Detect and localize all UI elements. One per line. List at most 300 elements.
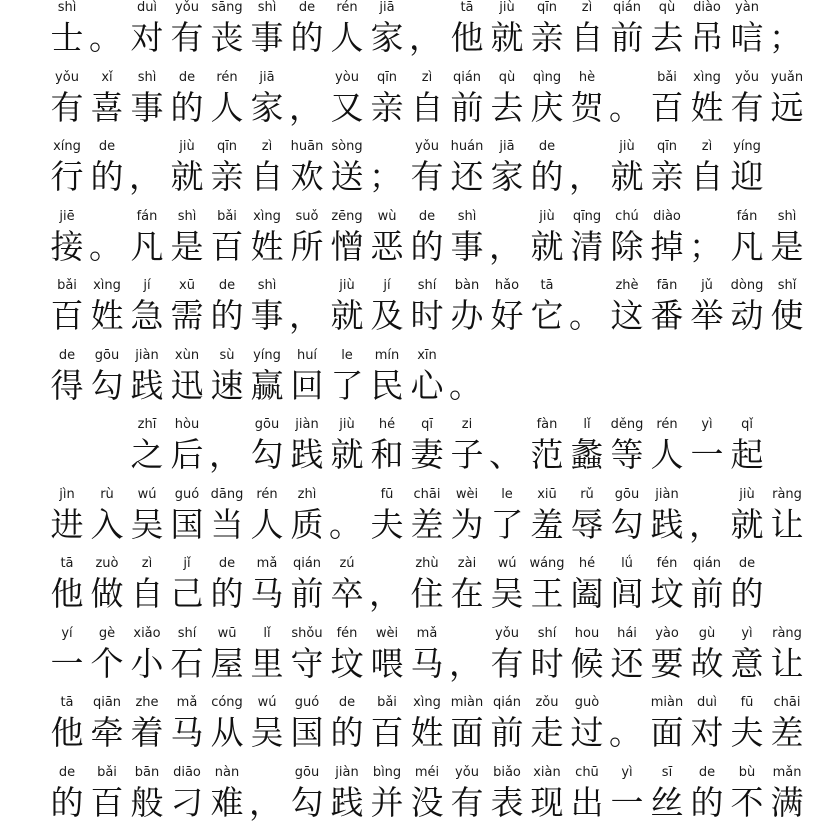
pinyin: lǐ — [583, 417, 591, 432]
pinyin: jiàn — [135, 347, 159, 363]
pinyin: qī — [421, 417, 433, 432]
pinyin: shì — [777, 208, 797, 224]
pinyin: yí — [61, 625, 73, 641]
hanzi: 好 — [490, 296, 524, 335]
pinyin: de — [98, 139, 116, 154]
pinyin: fán — [136, 208, 158, 224]
pinyin: de — [418, 208, 436, 224]
hanzi: 牵 — [90, 713, 124, 752]
pinyin: jiù — [499, 0, 515, 15]
pinyin: qīn — [536, 0, 558, 15]
hanzi: 刁 — [170, 782, 204, 822]
hanzi: 有 — [410, 157, 444, 196]
hanzi: 办 — [450, 296, 484, 335]
hanzi: 百 — [650, 87, 684, 127]
character-cell — [767, 457, 807, 544]
pinyin: de — [178, 69, 196, 85]
hanzi: ， — [449, 643, 482, 683]
hanzi: 有 — [50, 87, 84, 127]
character-cell — [447, 318, 487, 405]
pinyin: wú — [497, 556, 517, 571]
character-cell — [727, 526, 767, 613]
character-cell — [287, 457, 327, 544]
pinyin: zì — [261, 139, 273, 154]
pinyin: yíng — [253, 347, 281, 363]
character-cell — [527, 248, 567, 335]
hanzi: 现 — [530, 782, 564, 822]
hanzi: 坟 — [650, 574, 684, 613]
hanzi: 时 — [410, 296, 444, 335]
hanzi: 自 — [410, 87, 444, 127]
character-cell — [87, 109, 127, 196]
pinyin: nàn — [214, 764, 240, 780]
hanzi: 坟 — [330, 643, 364, 683]
pinyin: jiàn — [295, 417, 319, 432]
hanzi: 迎 — [730, 157, 764, 196]
hanzi: 回 — [290, 365, 324, 405]
hanzi: 姓 — [410, 713, 444, 752]
pinyin: hou — [574, 625, 600, 641]
character-cell — [367, 0, 407, 57]
hanzi: 它 — [530, 296, 564, 335]
text-line — [0, 248, 804, 335]
hanzi: 前 — [450, 87, 484, 127]
hanzi: 事 — [250, 18, 284, 57]
pinyin: qián — [492, 695, 522, 710]
hanzi: 里 — [250, 643, 284, 683]
pinyin: xū — [179, 278, 195, 293]
pinyin: le — [341, 347, 353, 363]
pinyin: rù — [100, 486, 114, 502]
pinyin: xùn — [174, 347, 200, 363]
pinyin: wù — [377, 208, 397, 224]
hanzi: 有 — [730, 87, 764, 127]
pinyin: mǎ — [176, 695, 198, 710]
pinyin: zǒu — [535, 695, 559, 710]
hanzi: 在 — [450, 574, 484, 613]
hanzi: 之 — [130, 435, 164, 474]
character-cell — [407, 318, 447, 405]
hanzi: 自 — [690, 157, 724, 196]
hanzi: 国 — [170, 504, 204, 544]
pinyin: huān — [290, 139, 324, 154]
pinyin: hǎo — [494, 278, 520, 293]
pinyin: de — [218, 556, 236, 571]
pinyin: shì — [137, 69, 157, 85]
pinyin: zài — [457, 556, 477, 571]
hanzi: 己 — [170, 574, 204, 613]
pinyin: jiù — [619, 139, 635, 154]
hanzi: ， — [129, 157, 162, 196]
hanzi: 夫 — [730, 713, 764, 752]
hanzi: 有 — [170, 18, 204, 57]
hanzi: 。 — [609, 713, 642, 752]
hanzi: 去 — [490, 87, 524, 127]
hanzi: ， — [409, 18, 442, 57]
hanzi: 勾 — [90, 365, 124, 405]
hanzi: 故 — [690, 643, 724, 683]
hanzi: ， — [289, 87, 322, 127]
pinyin: bān — [134, 764, 160, 780]
pinyin: de — [298, 0, 316, 15]
hanzi: 就 — [330, 435, 364, 474]
text-line — [0, 735, 804, 822]
pinyin: qù — [658, 0, 676, 15]
pinyin: sù — [219, 347, 235, 363]
pinyin: jìn — [59, 486, 75, 502]
hanzi: ， — [489, 226, 522, 266]
pinyin: shǐ — [777, 278, 797, 293]
pinyin: de — [58, 764, 76, 780]
pinyin: de — [538, 139, 556, 154]
pinyin: xìng — [413, 695, 441, 710]
character-cell — [767, 248, 807, 335]
hanzi: 前 — [290, 574, 324, 613]
hanzi: 屋 — [210, 643, 244, 683]
pinyin: mǎ — [256, 556, 278, 571]
hanzi: 践 — [650, 504, 684, 544]
pinyin: mín — [374, 347, 400, 363]
hanzi: 百 — [90, 782, 124, 822]
hanzi: 践 — [130, 365, 164, 405]
hanzi: 家 — [250, 87, 284, 127]
hanzi: 的 — [690, 782, 724, 822]
hanzi: 他 — [50, 574, 84, 613]
character-cell — [767, 179, 807, 266]
pinyin: fū — [740, 695, 754, 710]
character-cell — [247, 248, 287, 335]
hanzi: 般 — [130, 782, 164, 822]
hanzi: 他 — [450, 18, 484, 57]
text-line — [0, 179, 804, 266]
hanzi: 入 — [90, 504, 124, 544]
hanzi: 对 — [130, 18, 164, 57]
hanzi: 、 — [489, 435, 522, 474]
pinyin: bù — [738, 764, 756, 780]
hanzi: 勾 — [610, 504, 644, 544]
pinyin: yǒu — [175, 0, 199, 15]
hanzi: 的 — [290, 18, 324, 57]
hanzi: 过 — [570, 713, 604, 752]
hanzi: 面 — [650, 713, 684, 752]
hanzi: ， — [289, 296, 322, 335]
hanzi: ； — [769, 18, 802, 57]
pinyin: jiā — [259, 69, 275, 85]
pinyin: huí — [296, 347, 318, 363]
character-cell — [767, 0, 807, 57]
hanzi: 个 — [90, 643, 124, 683]
pinyin: rén — [216, 69, 238, 85]
pinyin: xìng — [253, 208, 281, 224]
hanzi: 。 — [329, 504, 362, 544]
pinyin: de — [338, 695, 356, 710]
pinyin: jǔ — [701, 278, 713, 293]
hanzi: 的 — [50, 782, 84, 822]
pinyin: shí — [177, 625, 197, 641]
hanzi: ， — [689, 504, 722, 544]
pinyin: chú — [615, 208, 639, 224]
pinyin: zi — [461, 417, 473, 432]
hanzi: 有 — [490, 643, 524, 683]
pinyin: jí — [143, 278, 151, 293]
text-line — [0, 526, 800, 613]
pinyin: zì — [421, 69, 433, 85]
hanzi: 闾 — [610, 574, 644, 613]
hanzi: 百 — [210, 226, 244, 266]
hanzi: 起 — [730, 435, 764, 474]
hanzi: 就 — [530, 226, 564, 266]
pinyin: miàn — [650, 695, 684, 710]
pinyin: lǘ — [621, 556, 633, 571]
pinyin: jiā — [499, 139, 515, 154]
pinyin: shì — [57, 0, 77, 15]
pinyin: tā — [60, 695, 74, 710]
pinyin: chāi — [413, 486, 441, 502]
hanzi: 还 — [610, 643, 644, 683]
pinyin: qián — [292, 556, 322, 571]
pinyin: tā — [540, 278, 554, 293]
hanzi: 没 — [410, 782, 444, 822]
pinyin: jiù — [339, 417, 355, 432]
pinyin: yì — [741, 625, 753, 641]
pinyin: yǒu — [415, 139, 439, 154]
hanzi: 夫 — [370, 504, 404, 544]
hanzi: 着 — [130, 713, 164, 752]
hanzi: 喂 — [370, 643, 404, 683]
hanzi: 凡 — [730, 226, 764, 266]
pinyin: cóng — [211, 695, 243, 710]
hanzi: 前 — [490, 713, 524, 752]
pinyin: bǎi — [377, 695, 397, 710]
pinyin: qiān — [92, 695, 122, 710]
hanzi: 自 — [250, 157, 284, 196]
pinyin: jí — [383, 278, 391, 293]
pinyin: bǎi — [57, 278, 77, 293]
hanzi: 的 — [210, 296, 244, 335]
hanzi: 马 — [250, 574, 284, 613]
hanzi: 人 — [250, 504, 284, 544]
character-cell — [47, 0, 87, 57]
hanzi: 质 — [290, 504, 324, 544]
pinyin: zhì — [297, 486, 317, 502]
character-cell — [407, 596, 447, 683]
hanzi: 满 — [770, 782, 804, 822]
hanzi: 让 — [770, 643, 804, 683]
hanzi: 去 — [650, 18, 684, 57]
pinyin: fàn — [536, 417, 558, 432]
hanzi: 让 — [770, 504, 804, 544]
pinyin: bǎi — [217, 208, 237, 224]
hanzi: 又 — [330, 87, 364, 127]
character-cell — [247, 40, 287, 127]
pinyin: qián — [452, 69, 482, 85]
hanzi: 清 — [570, 226, 604, 266]
character-cell — [727, 387, 767, 474]
hanzi: 需 — [170, 296, 204, 335]
hanzi: 差 — [770, 713, 804, 752]
pinyin: hái — [617, 625, 637, 641]
hanzi: 后 — [170, 435, 204, 474]
pinyin: shǒu — [291, 625, 323, 641]
text-line — [0, 665, 804, 752]
hanzi: 做 — [90, 574, 124, 613]
hanzi: 自 — [130, 574, 164, 613]
hanzi: 对 — [690, 713, 724, 752]
pinyin: fū — [380, 486, 394, 502]
hanzi: 。 — [449, 365, 482, 405]
hanzi: 亲 — [210, 157, 244, 196]
hanzi: 守 — [290, 643, 324, 683]
hanzi: 石 — [170, 643, 204, 683]
pinyin: rǔ — [580, 486, 594, 502]
hanzi: 蠡 — [570, 435, 604, 474]
hanzi: ， — [569, 157, 602, 196]
character-cell — [767, 40, 807, 127]
pinyin: yǒu — [735, 69, 759, 85]
hanzi: 就 — [330, 296, 364, 335]
hanzi: 前 — [690, 574, 724, 613]
hanzi: 王 — [530, 574, 564, 613]
hanzi: 唁 — [730, 18, 764, 57]
hanzi: 掉 — [650, 226, 684, 266]
pinyin: suǒ — [295, 208, 319, 224]
character-cell — [327, 526, 367, 613]
text-line — [0, 40, 804, 127]
pinyin: fán — [736, 208, 758, 224]
hanzi: 表 — [490, 782, 524, 822]
character-cell — [567, 40, 607, 127]
hanzi: 差 — [410, 504, 444, 544]
hanzi: 住 — [410, 574, 444, 613]
pinyin: shì — [257, 0, 277, 15]
pinyin: jiàn — [655, 486, 679, 502]
pinyin: qīn — [216, 139, 238, 154]
pinyin: yào — [655, 625, 679, 641]
pinyin: rén — [656, 417, 678, 432]
pinyin: de — [218, 278, 236, 293]
hanzi: 从 — [210, 713, 244, 752]
pinyin: rén — [336, 0, 358, 15]
pinyin: jiù — [339, 278, 355, 293]
hanzi: 憎 — [330, 226, 364, 266]
hanzi: 欢 — [290, 157, 324, 196]
hanzi: 行 — [50, 157, 84, 196]
pinyin: sāng — [211, 0, 243, 15]
text-line — [0, 387, 800, 474]
pinyin: xiū — [537, 486, 557, 502]
hanzi: 姓 — [690, 87, 724, 127]
pinyin: qīn — [656, 139, 678, 154]
hanzi: 恶 — [370, 226, 404, 266]
hanzi: 家 — [370, 18, 404, 57]
hanzi: 亲 — [370, 87, 404, 127]
hanzi: 庆 — [530, 87, 564, 127]
character-cell — [767, 596, 807, 683]
hanzi: 举 — [690, 296, 724, 335]
hanzi: 前 — [610, 18, 644, 57]
character-cell — [727, 109, 767, 196]
pinyin: lǐ — [263, 625, 271, 641]
hanzi: 是 — [170, 226, 204, 266]
hanzi: 意 — [730, 643, 764, 683]
hanzi: 并 — [370, 782, 404, 822]
character-cell — [47, 179, 87, 266]
pinyin: zhī — [137, 417, 157, 432]
hanzi: 人 — [330, 18, 364, 57]
hanzi: 有 — [450, 782, 484, 822]
pinyin: dāng — [210, 486, 244, 502]
pinyin: méi — [414, 764, 440, 780]
pinyin: guò — [574, 695, 600, 710]
pinyin: qīn — [376, 69, 398, 85]
character-cell — [327, 109, 367, 196]
pinyin: wèi — [455, 486, 479, 502]
hanzi: 除 — [610, 226, 644, 266]
pinyin: qìng — [532, 69, 562, 85]
pinyin: sī — [661, 764, 673, 780]
hanzi: 践 — [290, 435, 324, 474]
hanzi: 人 — [210, 87, 244, 127]
hanzi: 了 — [330, 365, 364, 405]
pinyin: jiù — [539, 208, 555, 224]
pinyin: hé — [378, 417, 396, 432]
hanzi: 的 — [210, 574, 244, 613]
text-line — [0, 457, 804, 544]
pinyin: huán — [450, 139, 484, 154]
hanzi: 吊 — [690, 18, 724, 57]
character-cell — [567, 665, 607, 752]
hanzi: ； — [689, 226, 722, 266]
pinyin: le — [501, 486, 513, 502]
hanzi: 。 — [89, 18, 122, 57]
pinyin: yì — [701, 417, 713, 432]
pinyin: xìng — [693, 69, 721, 85]
hanzi: 这 — [610, 296, 644, 335]
character-cell — [527, 109, 567, 196]
pinyin: gōu — [614, 486, 640, 502]
hanzi: 姓 — [250, 226, 284, 266]
pinyin: yíng — [733, 139, 761, 154]
pinyin: qián — [692, 556, 722, 571]
hanzi: 一 — [690, 435, 724, 474]
pinyin: biǎo — [493, 764, 521, 780]
hanzi: 喜 — [90, 87, 124, 127]
hanzi: 就 — [490, 18, 524, 57]
pinyin: zhe — [135, 695, 159, 710]
pinyin: yǒu — [55, 69, 79, 85]
character-cell — [647, 457, 687, 544]
pinyin: hòu — [174, 417, 200, 432]
hanzi: 丝 — [650, 782, 684, 822]
pinyin: děng — [610, 417, 644, 432]
pinyin: zhè — [615, 278, 639, 293]
pinyin: ràng — [772, 625, 802, 641]
hanzi: 事 — [250, 296, 284, 335]
pinyin: zhù — [415, 556, 439, 571]
character-cell — [767, 665, 807, 752]
hanzi: 心 — [410, 365, 444, 405]
hanzi: 民 — [370, 365, 404, 405]
hanzi: 马 — [410, 643, 444, 683]
hanzi: ， — [249, 782, 282, 822]
pinyin: jiā — [379, 0, 395, 15]
pinyin: fén — [336, 625, 358, 641]
pinyin: shì — [177, 208, 197, 224]
pinyin: rén — [256, 486, 278, 502]
hanzi: 羞 — [530, 504, 564, 544]
hanzi: 。 — [89, 226, 122, 266]
pinyin: diào — [693, 0, 721, 15]
